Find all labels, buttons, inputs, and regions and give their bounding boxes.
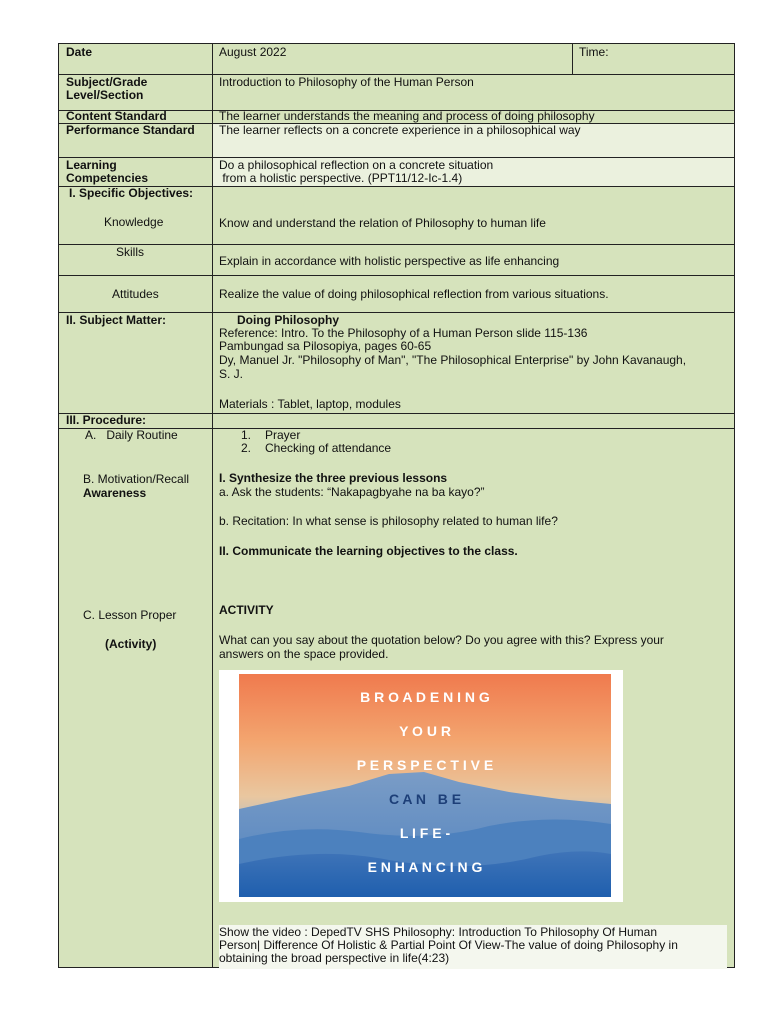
synthesize-heading: I. Synthesize the three previous lessons <box>219 471 448 485</box>
content-standard-label: Content Standard <box>66 109 167 123</box>
routine-item-attendance: Checking of attendance <box>265 441 392 455</box>
attitudes-value: Realize the value of doing philosophical reflection from various situations. <box>219 287 609 301</box>
subject-label-2: Level/Section <box>66 88 144 102</box>
competencies-label-2: Competencies <box>66 171 149 185</box>
skills-row <box>59 245 734 276</box>
activity-question-2: answers on the space provided. <box>219 647 389 661</box>
activity-label: (Activity) <box>105 637 157 651</box>
poster-image <box>239 674 611 897</box>
motivation-label: B. Motivation/Recall <box>83 472 190 486</box>
competencies-value: Do a philosophical reflection on a concrete situation <box>219 158 494 172</box>
subject-row <box>59 75 734 111</box>
competencies-label: Learning <box>66 158 117 172</box>
date-row <box>59 44 734 75</box>
reference-line-2: Pambungad sa Pilosopiya, pages 60-65 <box>219 339 432 353</box>
attitudes-label: Attitudes <box>112 287 159 301</box>
procedure-body-row <box>59 429 734 967</box>
poster-line-4: C A N B E <box>388 791 462 807</box>
video-line-2: Person| Difference Of Holistic & Partial Point Of View-The value of doing Philosophy in <box>219 938 678 952</box>
competencies-value-2: from a holistic perspective. (PPT11/12-Ic-1.4) <box>219 171 463 185</box>
synthesize-a: a. Ask the students: “Nakapagbyahe na ba kayo?” <box>219 485 485 499</box>
video-line-1: Show the video : DepedTV SHS Philosophy: Introduction To Philosophy Of Human <box>219 925 658 939</box>
time-label: Time: <box>579 45 609 59</box>
knowledge-label: Knowledge <box>104 215 164 229</box>
reference-line-1: Reference: Intro. To the Philosophy of a Human Person slide 115-136 <box>219 326 588 340</box>
knowledge-value: Know and understand the relation of Philosophy to human life <box>219 216 546 230</box>
subject-label: Subject/Grade <box>66 75 148 89</box>
attitudes-row <box>59 276 734 313</box>
poster-line-2: Y O U R <box>399 723 451 739</box>
video-line-3: obtaining the broad perspective in life(4:23) <box>219 951 450 965</box>
activity-heading: ACTIVITY <box>219 603 274 617</box>
daily-routine-label: A. Daily Routine <box>85 428 178 442</box>
content-standard-value: The learner understands the meaning and process of doing philosophy <box>219 109 595 123</box>
lesson-proper-label: C. Lesson Proper <box>83 608 177 622</box>
competencies-row <box>59 158 734 187</box>
performance-standard-value: The learner reflects on a concrete experience in a philosophical way <box>219 123 581 137</box>
materials: Materials : Tablet, laptop, modules <box>219 397 401 411</box>
poster-line-6: E N H A N C I N G <box>367 859 483 875</box>
routine-num-1: 1. <box>241 428 252 442</box>
awareness-label: Awareness <box>83 486 147 500</box>
subject-matter-title: Doing Philosophy <box>237 313 339 327</box>
reference-line-4: S. J. <box>219 367 244 381</box>
poster-line-3: P E R S P E C T I V E <box>356 757 494 773</box>
subject-matter-row <box>59 313 734 414</box>
broadening-perspective-poster <box>219 670 623 902</box>
video-note <box>219 925 727 969</box>
skills-label: Skills <box>116 245 145 259</box>
communicate-objectives: II. Communicate the learning objectives to the class. <box>219 544 518 558</box>
poster-line-1: B R O A D E N I N G <box>360 689 490 705</box>
reference-line-3: Dy, Manuel Jr. "Philosophy of Man", "The Philosophical Enterprise" by John Kavanaugh, <box>219 353 687 367</box>
routine-item-prayer: Prayer <box>265 428 301 442</box>
synthesize-b: b. Recitation: In what sense is philosophy related to human life? <box>219 514 558 528</box>
objectives-heading: I. Specific Objectives: <box>69 186 194 200</box>
date-value: August 2022 <box>219 45 287 59</box>
date-label: Date <box>66 45 93 59</box>
performance-standard-label: Performance Standard <box>66 123 195 137</box>
activity-question-1: What can you say about the quotation below? Do you agree with this? Express your <box>219 633 664 647</box>
procedure-heading-row <box>59 414 734 429</box>
performance-standard-row <box>59 124 734 158</box>
knowledge-row <box>59 187 734 245</box>
subject-value: Introduction to Philosophy of the Human Person <box>219 75 474 89</box>
subject-matter-label: II. Subject Matter: <box>66 313 167 327</box>
skills-value: Explain in accordance with holistic perspective as life enhancing <box>219 254 560 268</box>
lesson-plan-table <box>58 43 735 968</box>
poster-line-5: L I F E - <box>399 825 451 841</box>
procedure-heading: III. Procedure: <box>66 413 147 427</box>
routine-num-2: 2. <box>241 441 252 455</box>
